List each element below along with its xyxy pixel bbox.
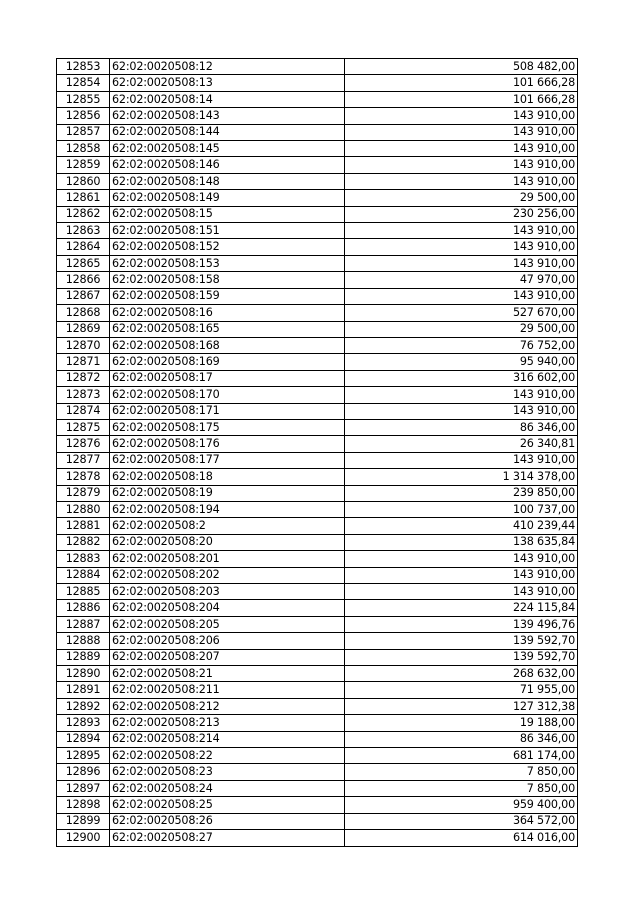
table-row bbox=[57, 633, 578, 649]
cadastral-number-cell: 62:02:0020508:169 bbox=[110, 354, 345, 370]
row-number-cell: 12885 bbox=[57, 584, 110, 600]
row-number-cell: 12892 bbox=[57, 698, 110, 714]
row-number-cell: 12877 bbox=[57, 452, 110, 468]
cadastral-value-cell: 527 670,00 bbox=[345, 305, 578, 321]
table-row bbox=[57, 321, 578, 337]
row-number-cell: 12854 bbox=[57, 75, 110, 91]
cadastral-value-cell: 143 910,00 bbox=[345, 141, 578, 157]
table-row bbox=[57, 666, 578, 682]
table-row bbox=[57, 59, 578, 75]
table-row bbox=[57, 649, 578, 665]
table-row bbox=[57, 239, 578, 255]
table-row bbox=[57, 141, 578, 157]
cadastral-number-cell: 62:02:0020508:144 bbox=[110, 124, 345, 140]
table-row bbox=[57, 715, 578, 731]
row-number-cell: 12884 bbox=[57, 567, 110, 583]
cadastral-value-cell: 230 256,00 bbox=[345, 206, 578, 222]
cadastral-number-cell: 62:02:0020508:12 bbox=[110, 59, 345, 75]
cadastral-number-cell: 62:02:0020508:175 bbox=[110, 419, 345, 435]
table-row bbox=[57, 501, 578, 517]
row-number-cell: 12894 bbox=[57, 731, 110, 747]
cadastral-value-cell: 143 910,00 bbox=[345, 288, 578, 304]
table-row bbox=[57, 91, 578, 107]
cadastral-number-cell: 62:02:0020508:213 bbox=[110, 715, 345, 731]
cadastral-number-cell: 62:02:0020508:151 bbox=[110, 223, 345, 239]
cadastral-number-cell: 62:02:0020508:24 bbox=[110, 780, 345, 796]
table-row bbox=[57, 584, 578, 600]
cadastral-value-cell: 364 572,00 bbox=[345, 813, 578, 829]
cadastral-value-table bbox=[56, 58, 578, 847]
table-row bbox=[57, 157, 578, 173]
cadastral-number-cell: 62:02:0020508:19 bbox=[110, 485, 345, 501]
row-number-cell: 12868 bbox=[57, 305, 110, 321]
cadastral-number-cell: 62:02:0020508:153 bbox=[110, 255, 345, 271]
row-number-cell: 12896 bbox=[57, 764, 110, 780]
table-row bbox=[57, 387, 578, 403]
table-row bbox=[57, 731, 578, 747]
table-row bbox=[57, 518, 578, 534]
row-number-cell: 12858 bbox=[57, 141, 110, 157]
cadastral-value-cell: 508 482,00 bbox=[345, 59, 578, 75]
cadastral-number-cell: 62:02:0020508:206 bbox=[110, 633, 345, 649]
cadastral-value-cell: 143 910,00 bbox=[345, 567, 578, 583]
cadastral-number-cell: 62:02:0020508:165 bbox=[110, 321, 345, 337]
cadastral-number-cell: 62:02:0020508:171 bbox=[110, 403, 345, 419]
cadastral-value-cell: 139 592,70 bbox=[345, 649, 578, 665]
table-row bbox=[57, 354, 578, 370]
row-number-cell: 12883 bbox=[57, 551, 110, 567]
cadastral-value-cell: 143 910,00 bbox=[345, 584, 578, 600]
cadastral-number-cell: 62:02:0020508:149 bbox=[110, 190, 345, 206]
cadastral-number-cell: 62:02:0020508:23 bbox=[110, 764, 345, 780]
row-number-cell: 12869 bbox=[57, 321, 110, 337]
cadastral-number-cell: 62:02:0020508:203 bbox=[110, 584, 345, 600]
row-number-cell: 12875 bbox=[57, 419, 110, 435]
cadastral-value-cell: 410 239,44 bbox=[345, 518, 578, 534]
cadastral-value-cell: 29 500,00 bbox=[345, 321, 578, 337]
table-row bbox=[57, 419, 578, 435]
cadastral-number-cell: 62:02:0020508:14 bbox=[110, 91, 345, 107]
cadastral-value-cell: 76 752,00 bbox=[345, 337, 578, 353]
table-row bbox=[57, 108, 578, 124]
row-number-cell: 12888 bbox=[57, 633, 110, 649]
cadastral-number-cell: 62:02:0020508:20 bbox=[110, 534, 345, 550]
cadastral-value-cell: 95 940,00 bbox=[345, 354, 578, 370]
cadastral-number-cell: 62:02:0020508:145 bbox=[110, 141, 345, 157]
row-number-cell: 12900 bbox=[57, 830, 110, 846]
cadastral-value-cell: 143 910,00 bbox=[345, 157, 578, 173]
table-row bbox=[57, 551, 578, 567]
cadastral-number-cell: 62:02:0020508:27 bbox=[110, 830, 345, 846]
row-number-cell: 12872 bbox=[57, 370, 110, 386]
table-row bbox=[57, 337, 578, 353]
cadastral-value-cell: 224 115,84 bbox=[345, 600, 578, 616]
cadastral-number-cell: 62:02:0020508:13 bbox=[110, 75, 345, 91]
table-row bbox=[57, 534, 578, 550]
row-number-cell: 12874 bbox=[57, 403, 110, 419]
table-row bbox=[57, 452, 578, 468]
row-number-cell: 12886 bbox=[57, 600, 110, 616]
row-number-cell: 12856 bbox=[57, 108, 110, 124]
table-row bbox=[57, 255, 578, 271]
row-number-cell: 12864 bbox=[57, 239, 110, 255]
table-row bbox=[57, 223, 578, 239]
table-row bbox=[57, 288, 578, 304]
cadastral-number-cell: 62:02:0020508:201 bbox=[110, 551, 345, 567]
table-row bbox=[57, 797, 578, 813]
cadastral-number-cell: 62:02:0020508:158 bbox=[110, 272, 345, 288]
cadastral-number-cell: 62:02:0020508:152 bbox=[110, 239, 345, 255]
table-row bbox=[57, 748, 578, 764]
cadastral-number-cell: 62:02:0020508:143 bbox=[110, 108, 345, 124]
cadastral-value-cell: 143 910,00 bbox=[345, 255, 578, 271]
cadastral-value-cell: 143 910,00 bbox=[345, 108, 578, 124]
table-row bbox=[57, 305, 578, 321]
table-row bbox=[57, 173, 578, 189]
table-row bbox=[57, 485, 578, 501]
table-row bbox=[57, 830, 578, 846]
row-number-cell: 12876 bbox=[57, 436, 110, 452]
row-number-cell: 12893 bbox=[57, 715, 110, 731]
table-row bbox=[57, 682, 578, 698]
cadastral-value-cell: 7 850,00 bbox=[345, 764, 578, 780]
row-number-cell: 12857 bbox=[57, 124, 110, 140]
table-row bbox=[57, 698, 578, 714]
table-row bbox=[57, 813, 578, 829]
cadastral-number-cell: 62:02:0020508:177 bbox=[110, 452, 345, 468]
cadastral-value-cell: 100 737,00 bbox=[345, 501, 578, 517]
cadastral-value-cell: 139 496,76 bbox=[345, 616, 578, 632]
cadastral-number-cell: 62:02:0020508:168 bbox=[110, 337, 345, 353]
table-row bbox=[57, 436, 578, 452]
cadastral-number-cell: 62:02:0020508:176 bbox=[110, 436, 345, 452]
cadastral-number-cell: 62:02:0020508:17 bbox=[110, 370, 345, 386]
table-row bbox=[57, 567, 578, 583]
row-number-cell: 12899 bbox=[57, 813, 110, 829]
row-number-cell: 12882 bbox=[57, 534, 110, 550]
cadastral-number-cell: 62:02:0020508:18 bbox=[110, 469, 345, 485]
table-row bbox=[57, 75, 578, 91]
cadastral-number-cell: 62:02:0020508:204 bbox=[110, 600, 345, 616]
cadastral-number-cell: 62:02:0020508:22 bbox=[110, 748, 345, 764]
cadastral-number-cell: 62:02:0020508:146 bbox=[110, 157, 345, 173]
row-number-cell: 12887 bbox=[57, 616, 110, 632]
table-row bbox=[57, 206, 578, 222]
cadastral-value-cell: 86 346,00 bbox=[345, 419, 578, 435]
cadastral-value-cell: 143 910,00 bbox=[345, 124, 578, 140]
cadastral-number-cell: 62:02:0020508:202 bbox=[110, 567, 345, 583]
row-number-cell: 12866 bbox=[57, 272, 110, 288]
row-number-cell: 12879 bbox=[57, 485, 110, 501]
cadastral-number-cell: 62:02:0020508:148 bbox=[110, 173, 345, 189]
table-row bbox=[57, 272, 578, 288]
cadastral-value-cell: 681 174,00 bbox=[345, 748, 578, 764]
table-row bbox=[57, 469, 578, 485]
cadastral-number-cell: 62:02:0020508:159 bbox=[110, 288, 345, 304]
cadastral-value-cell: 614 016,00 bbox=[345, 830, 578, 846]
row-number-cell: 12895 bbox=[57, 748, 110, 764]
table-row bbox=[57, 616, 578, 632]
table-row bbox=[57, 764, 578, 780]
cadastral-number-cell: 62:02:0020508:15 bbox=[110, 206, 345, 222]
cadastral-number-cell: 62:02:0020508:211 bbox=[110, 682, 345, 698]
row-number-cell: 12865 bbox=[57, 255, 110, 271]
row-number-cell: 12878 bbox=[57, 469, 110, 485]
row-number-cell: 12890 bbox=[57, 666, 110, 682]
table-row bbox=[57, 403, 578, 419]
row-number-cell: 12881 bbox=[57, 518, 110, 534]
row-number-cell: 12863 bbox=[57, 223, 110, 239]
cadastral-value-cell: 101 666,28 bbox=[345, 75, 578, 91]
cadastral-value-cell: 143 910,00 bbox=[345, 223, 578, 239]
table-row bbox=[57, 600, 578, 616]
cadastral-value-cell: 143 910,00 bbox=[345, 173, 578, 189]
cadastral-value-cell: 127 312,38 bbox=[345, 698, 578, 714]
cadastral-value-cell: 239 850,00 bbox=[345, 485, 578, 501]
cadastral-value-cell: 19 188,00 bbox=[345, 715, 578, 731]
row-number-cell: 12853 bbox=[57, 59, 110, 75]
row-number-cell: 12867 bbox=[57, 288, 110, 304]
row-number-cell: 12873 bbox=[57, 387, 110, 403]
cadastral-number-cell: 62:02:0020508:194 bbox=[110, 501, 345, 517]
cadastral-value-cell: 1 314 378,00 bbox=[345, 469, 578, 485]
cadastral-value-cell: 7 850,00 bbox=[345, 780, 578, 796]
cadastral-number-cell: 62:02:0020508:26 bbox=[110, 813, 345, 829]
cadastral-value-cell: 26 340,81 bbox=[345, 436, 578, 452]
cadastral-number-cell: 62:02:0020508:170 bbox=[110, 387, 345, 403]
cadastral-number-cell: 62:02:0020508:214 bbox=[110, 731, 345, 747]
cadastral-value-cell: 47 970,00 bbox=[345, 272, 578, 288]
row-number-cell: 12870 bbox=[57, 337, 110, 353]
cadastral-value-cell: 143 910,00 bbox=[345, 387, 578, 403]
cadastral-value-cell: 316 602,00 bbox=[345, 370, 578, 386]
cadastral-number-cell: 62:02:0020508:2 bbox=[110, 518, 345, 534]
row-number-cell: 12889 bbox=[57, 649, 110, 665]
row-number-cell: 12855 bbox=[57, 91, 110, 107]
cadastral-value-cell: 959 400,00 bbox=[345, 797, 578, 813]
cadastral-number-cell: 62:02:0020508:21 bbox=[110, 666, 345, 682]
cadastral-number-cell: 62:02:0020508:205 bbox=[110, 616, 345, 632]
cadastral-value-cell: 86 346,00 bbox=[345, 731, 578, 747]
row-number-cell: 12871 bbox=[57, 354, 110, 370]
cadastral-value-cell: 139 592,70 bbox=[345, 633, 578, 649]
row-number-cell: 12861 bbox=[57, 190, 110, 206]
cadastral-value-cell: 138 635,84 bbox=[345, 534, 578, 550]
row-number-cell: 12891 bbox=[57, 682, 110, 698]
cadastral-value-cell: 143 910,00 bbox=[345, 239, 578, 255]
row-number-cell: 12860 bbox=[57, 173, 110, 189]
cadastral-value-cell: 143 910,00 bbox=[345, 452, 578, 468]
cadastral-value-cell: 101 666,28 bbox=[345, 91, 578, 107]
table-row bbox=[57, 780, 578, 796]
row-number-cell: 12859 bbox=[57, 157, 110, 173]
cadastral-number-cell: 62:02:0020508:16 bbox=[110, 305, 345, 321]
table-body bbox=[57, 59, 578, 847]
row-number-cell: 12862 bbox=[57, 206, 110, 222]
cadastral-value-cell: 29 500,00 bbox=[345, 190, 578, 206]
row-number-cell: 12897 bbox=[57, 780, 110, 796]
row-number-cell: 12880 bbox=[57, 501, 110, 517]
row-number-cell: 12898 bbox=[57, 797, 110, 813]
cadastral-value-cell: 268 632,00 bbox=[345, 666, 578, 682]
cadastral-number-cell: 62:02:0020508:25 bbox=[110, 797, 345, 813]
table-row bbox=[57, 370, 578, 386]
cadastral-value-cell: 143 910,00 bbox=[345, 551, 578, 567]
cadastral-number-cell: 62:02:0020508:207 bbox=[110, 649, 345, 665]
cadastral-value-cell: 71 955,00 bbox=[345, 682, 578, 698]
cadastral-value-cell: 143 910,00 bbox=[345, 403, 578, 419]
table-row bbox=[57, 190, 578, 206]
cadastral-number-cell: 62:02:0020508:212 bbox=[110, 698, 345, 714]
table-row bbox=[57, 124, 578, 140]
